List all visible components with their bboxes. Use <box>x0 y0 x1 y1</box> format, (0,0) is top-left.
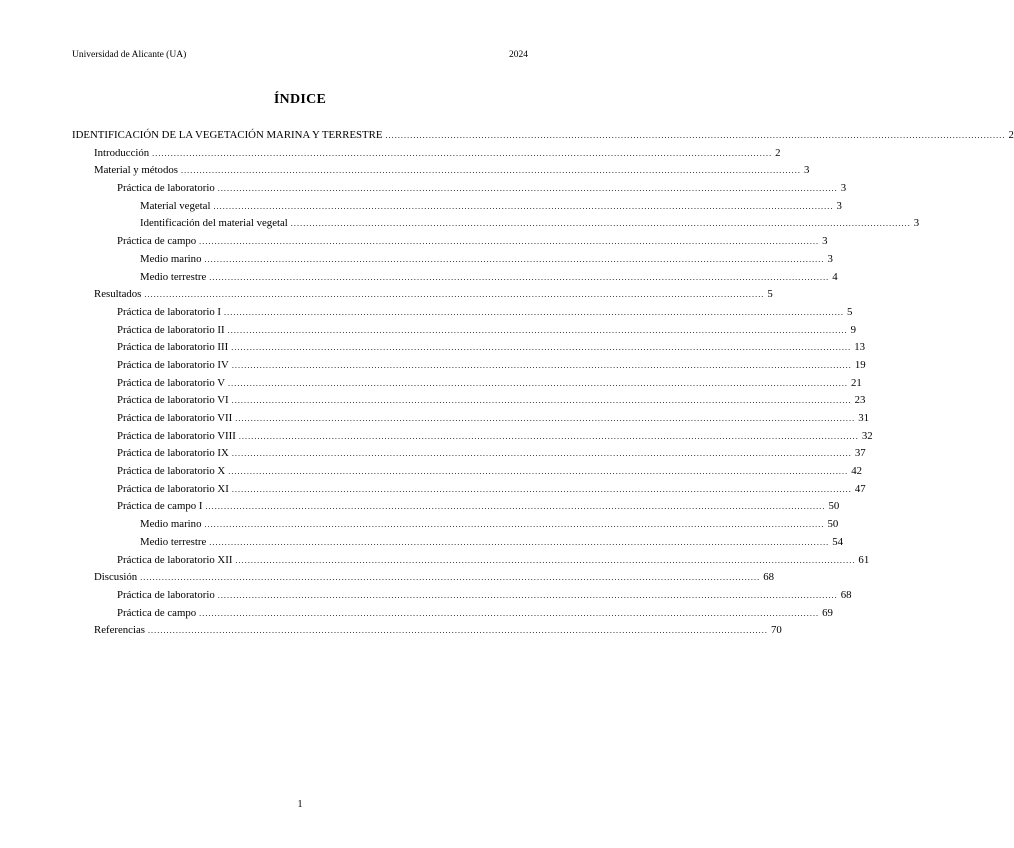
toc-entry-label: Medio terrestre <box>140 535 207 548</box>
toc-entry[interactable] <box>72 286 773 304</box>
toc-entry-page: 3 <box>803 164 810 177</box>
dot-leader: ........................................................................................................................................................................................................ <box>238 431 859 441</box>
toc-entry-page: 50 <box>828 500 840 513</box>
toc-entry-label: Práctica de laboratorio VIII <box>117 429 236 442</box>
toc-entry-label: Resultados <box>94 288 142 301</box>
dot-leader: ........................................................................................................................................................................................................ <box>227 325 848 335</box>
dot-leader: ........................................................................................................................................................................................................ <box>199 237 820 247</box>
toc-entry-label: Medio marino <box>140 252 202 265</box>
toc-entry[interactable] <box>72 215 920 233</box>
dot-leader: ........................................................................................................................................................................................................ <box>213 201 834 211</box>
toc-title: ÍNDICE <box>273 92 327 107</box>
toc-entry[interactable] <box>72 322 857 340</box>
table-of-contents <box>72 127 1014 640</box>
dot-leader: ........................................................................................................................................................................................................ <box>231 343 852 353</box>
toc-entry[interactable] <box>72 498 840 516</box>
toc-entry-page: 42 <box>851 465 863 478</box>
toc-entry-label: Referencias <box>94 624 145 637</box>
dot-leader: ........................................................................................................................................................................................................ <box>217 184 838 194</box>
toc-entry-label: Medio terrestre <box>140 270 207 283</box>
toc-entry-label: Práctica de laboratorio IX <box>117 447 229 460</box>
toc-entry-label: Práctica de laboratorio I <box>117 305 222 318</box>
toc-entry[interactable] <box>72 534 844 552</box>
dot-leader: ........................................................................................................................................................................................................ <box>204 520 825 530</box>
toc-entry[interactable] <box>72 392 866 410</box>
toc-entry[interactable] <box>72 375 862 393</box>
dot-leader: ........................................................................................................................................................................................................ <box>231 449 852 459</box>
toc-entry[interactable] <box>72 198 842 216</box>
toc-entry-label: Práctica de laboratorio <box>117 182 215 195</box>
toc-entry-page: 19 <box>854 358 866 371</box>
toc-entry-label: Práctica de laboratorio VII <box>117 412 233 424</box>
toc-entry-label: Medio marino <box>140 518 202 531</box>
dot-leader: ........................................................................................................................................................................................................ <box>209 272 830 282</box>
dot-leader: ........................................................................................................................................................................................................ <box>140 573 761 583</box>
toc-entry[interactable] <box>72 569 774 587</box>
toc-entry[interactable] <box>72 410 870 428</box>
toc-entry-page: 3 <box>840 182 847 195</box>
toc-entry-page: 70 <box>770 624 782 637</box>
toc-entry-label: Práctica de campo I <box>117 500 203 513</box>
header-year: 2024 <box>509 50 528 60</box>
toc-entry-label: Práctica de laboratorio <box>117 588 215 601</box>
dot-leader: ........................................................................................................................................................................................................ <box>231 484 852 494</box>
dot-leader: ........................................................................................................................................................................................................ <box>290 219 911 229</box>
toc-entry[interactable] <box>72 428 873 446</box>
toc-entry[interactable] <box>72 481 866 499</box>
toc-entry[interactable] <box>72 357 866 375</box>
toc-entry-page: 21 <box>851 376 862 389</box>
toc-entry-page: 47 <box>854 482 866 495</box>
toc-entry-page: 32 <box>861 429 873 442</box>
dot-leader: ........................................................................................................................................................................................................ <box>385 131 1006 140</box>
dot-leader: ........................................................................................................................................................................................................ <box>147 626 768 636</box>
dot-leader: ........................................................................................................................................................................................................ <box>152 148 773 158</box>
toc-entry-page: 31 <box>858 412 870 424</box>
toc-entry-label: Práctica de laboratorio II <box>117 323 225 336</box>
toc-entry-page: 3 <box>913 217 920 230</box>
toc-entry-label: Práctica de campo <box>117 606 197 619</box>
toc-entry-page: 68 <box>763 571 774 584</box>
dot-leader: ........................................................................................................................................................................................................ <box>231 360 852 370</box>
toc-entry[interactable] <box>72 622 782 640</box>
toc-entry-page: 5 <box>767 288 773 301</box>
toc-entry-label: Identificación del material vegetal <box>140 217 288 230</box>
toc-entry-label: Práctica de laboratorio XI <box>117 482 229 495</box>
page-header <box>72 48 528 62</box>
toc-entry[interactable] <box>72 145 781 163</box>
toc-entry-page: 9 <box>850 323 857 336</box>
toc-entry-label: Introducción <box>94 146 150 159</box>
toc-entry-page: 13 <box>854 341 866 354</box>
toc-entry[interactable] <box>72 269 838 287</box>
toc-entry[interactable] <box>72 180 847 198</box>
dot-leader: ........................................................................................................................................................................................................ <box>231 396 852 406</box>
dot-leader: ........................................................................................................................................................................................................ <box>204 254 825 264</box>
toc-entry-page: 4 <box>832 270 838 283</box>
toc-entry-page: 37 <box>854 447 866 460</box>
dot-leader: ........................................................................................................................................................................................................ <box>144 290 765 300</box>
toc-entry-page: 2 <box>775 146 781 159</box>
toc-entry-label: Práctica de campo <box>117 235 197 248</box>
dot-leader: ........................................................................................................................................................................................................ <box>205 502 826 512</box>
toc-entry-label: Material y métodos <box>94 164 178 177</box>
toc-entry[interactable] <box>72 552 870 570</box>
toc-entry[interactable] <box>72 127 1014 145</box>
toc-entry[interactable] <box>72 162 810 180</box>
toc-entry-label: Discusión <box>94 571 138 584</box>
header-university: Universidad de Alicante (UA) <box>72 50 187 60</box>
dot-leader: ........................................................................................................................................................................................................ <box>235 414 856 423</box>
toc-entry[interactable] <box>72 445 866 463</box>
dot-leader: ........................................................................................................................................................................................................ <box>228 467 849 477</box>
toc-entry-label: IDENTIFICACIÓN DE LA VEGETACIÓN MARINA Y TERRESTRE <box>72 129 383 141</box>
dot-leader: ........................................................................................................................................................................................................ <box>228 378 849 388</box>
toc-entry[interactable] <box>72 463 863 481</box>
toc-entry[interactable] <box>72 605 833 623</box>
dot-leader: ........................................................................................................................................................................................................ <box>224 307 845 317</box>
toc-entry-page: 5 <box>847 305 853 318</box>
dot-leader: ........................................................................................................................................................................................................ <box>217 590 838 600</box>
toc-entry-page: 2 <box>1008 129 1014 141</box>
toc-entry-label: Práctica de laboratorio V <box>117 376 226 389</box>
toc-entry-page: 54 <box>832 535 844 548</box>
toc-entry[interactable] <box>72 233 828 251</box>
toc-entry-page: 50 <box>827 518 839 531</box>
toc-entry-label: Práctica de laboratorio X <box>117 465 226 478</box>
dot-leader: ........................................................................................................................................................................................................ <box>235 555 856 565</box>
toc-entry-page: 23 <box>854 394 866 407</box>
toc-entry-page: 69 <box>822 606 833 619</box>
toc-entry-page: 3 <box>836 199 842 212</box>
toc-entry-page: 68 <box>840 588 852 601</box>
toc-entry-label: Material vegetal <box>140 199 211 212</box>
toc-entry-label: Práctica de laboratorio XII <box>117 553 233 566</box>
toc-entry[interactable] <box>72 587 852 605</box>
toc-entry-page: 3 <box>822 235 828 248</box>
dot-leader: ........................................................................................................................................................................................................ <box>180 166 801 176</box>
toc-entry-page: 61 <box>858 553 870 566</box>
dot-leader: ........................................................................................................................................................................................................ <box>209 537 830 547</box>
toc-entry-page: 3 <box>827 252 833 265</box>
toc-entry[interactable] <box>72 516 839 534</box>
toc-entry[interactable] <box>72 251 833 269</box>
dot-leader: ........................................................................................................................................................................................................ <box>199 608 820 618</box>
page-number: 1 <box>297 799 303 810</box>
toc-entry-label: Práctica de laboratorio III <box>117 341 229 354</box>
toc-entry-label: Práctica de laboratorio VI <box>117 394 229 407</box>
toc-entry[interactable] <box>72 339 866 357</box>
toc-entry-label: Práctica de laboratorio IV <box>117 358 229 371</box>
toc-entry[interactable] <box>72 304 853 322</box>
